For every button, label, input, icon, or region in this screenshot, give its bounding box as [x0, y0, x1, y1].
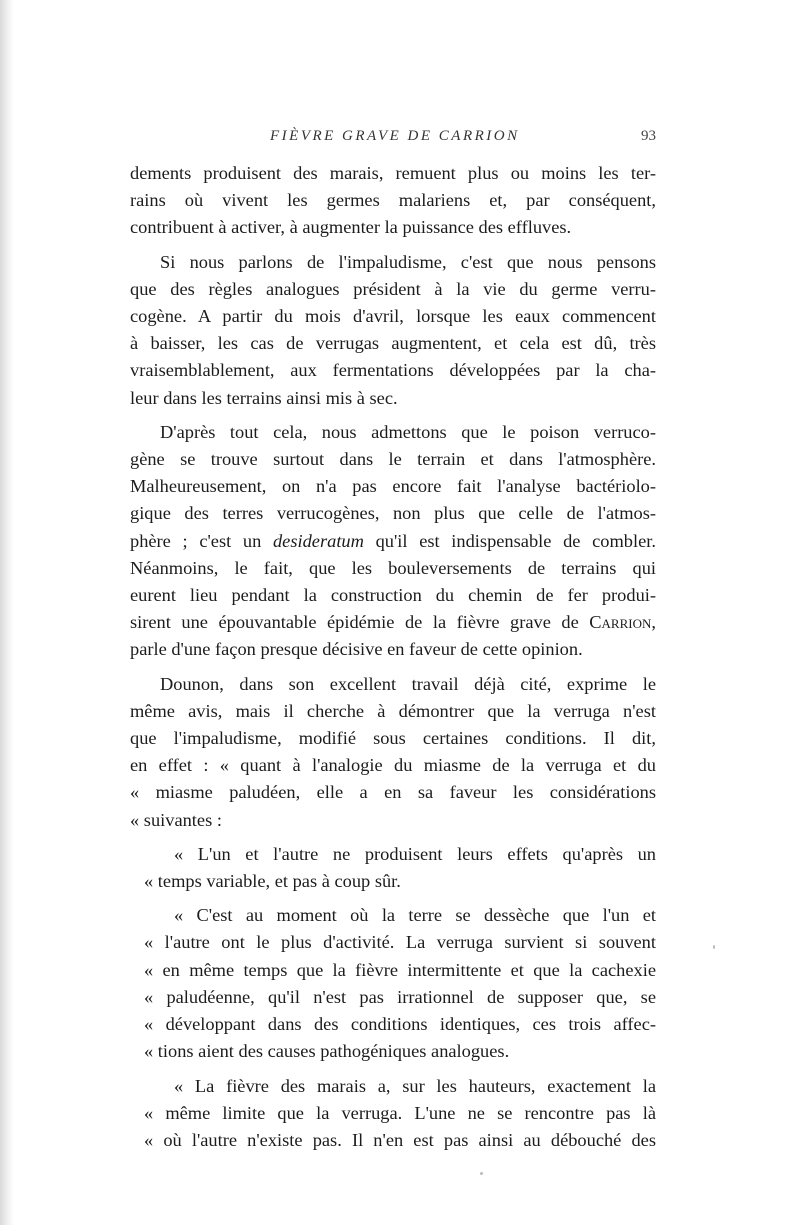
text-line: « paludéenne, qu'il n'est pas irrationnel de supposer que, se	[144, 986, 656, 1007]
text-line: « tions aient des causes pathogéniques analogues.	[144, 1041, 510, 1062]
text-line: que l'impaludisme, modifié sous certaines conditions. Il dit,	[130, 728, 656, 749]
paragraph	[130, 671, 656, 834]
text-line: « L'un et l'autre ne produisent leurs effets qu'après un	[174, 843, 656, 864]
text-line: « suivantes :	[130, 809, 222, 830]
text-line: eurent lieu pendant la construction du chemin de fer produi-	[130, 585, 656, 606]
text-line: même avis, mais il cherche à démontrer que la verruga n'est	[130, 700, 656, 721]
text-line: « C'est au moment où la terre se dessèche que l'un et	[174, 905, 656, 926]
text-line: cogène. A partir du mois d'avril, lorsque les eaux commencent	[130, 306, 656, 327]
running-header	[130, 124, 656, 150]
paragraph	[130, 902, 656, 1065]
text-line: rains où vivent les germes malariens et, par conséquent,	[130, 190, 656, 211]
page-edge-shadow	[0, 0, 14, 1225]
text-line: que des règles analogues président à la vie du germe verru-	[130, 278, 656, 299]
paragraph	[130, 1073, 656, 1155]
paragraph	[130, 160, 656, 242]
text-line: parle d'une façon presque décisive en faveur de cette opinion.	[130, 639, 583, 660]
text-line: phère ; c'est un desideratum qu'il est indispensable de combler.	[130, 530, 656, 551]
text-line: Néanmoins, le fait, que les bouleversements de terrains qui	[130, 557, 656, 578]
text-line: « l'autre ont le plus d'activité. La verruga survient si souvent	[144, 932, 656, 953]
text-line: Si nous parlons de l'impaludisme, c'est que nous pensons	[160, 251, 656, 272]
paragraph	[130, 841, 656, 895]
body-text	[130, 160, 656, 1161]
text-line: D'après tout cela, nous admettons que le poison verruco-	[160, 421, 656, 442]
text-line: « en même temps que la fièvre intermittente et que la cachexie	[144, 959, 656, 980]
paragraph	[130, 419, 656, 664]
paper-speck	[713, 945, 715, 949]
text-line: leur dans les terrains ainsi mis à sec.	[130, 387, 398, 408]
text-line: vraisemblablement, aux fermentations développées par la cha-	[130, 360, 656, 381]
text-line: en effet : « quant à l'analogie du miasme de la verruga et du	[130, 755, 656, 776]
paper-speck	[480, 1172, 483, 1175]
small-caps-name: Carrion	[589, 612, 652, 633]
text-line: sirent une épouvantable épidémie de la fièvre grave de Carrion,	[130, 612, 656, 633]
text-line: « miasme paludéen, elle a en sa faveur les considérations	[130, 782, 656, 803]
page-number: 93	[641, 128, 656, 144]
text-line: « développant dans des conditions identiques, ces trois affec-	[144, 1014, 656, 1035]
text-line: « où l'autre n'existe pas. Il n'en est pas ainsi au débouché des	[144, 1129, 656, 1150]
text-line: contribuent à activer, à augmenter la puissance des effluves.	[130, 217, 572, 238]
running-title: FIÈVRE GRAVE DE CARRION	[270, 128, 520, 144]
text-line: « La fièvre des marais a, sur les hauteurs, exactement la	[174, 1075, 656, 1096]
text-line: « temps variable, et pas à coup sûr.	[144, 871, 401, 892]
text-line: dements produisent des marais, remuent plus ou moins les ter-	[130, 163, 656, 183]
text-line: gique des terres verrucogènes, non plus que celle de l'atmos-	[130, 503, 656, 524]
text-line: Malheureusement, on n'a pas encore fait l'analyse bactériolo-	[130, 476, 656, 497]
text-line: « même limite que la verruga. L'une ne se rencontre pas là	[144, 1102, 656, 1123]
text-line: à baisser, les cas de verrugas augmentent, et cela est dû, très	[130, 333, 656, 354]
text-line: gène se trouve surtout dans le terrain et dans l'atmosphère.	[130, 449, 656, 470]
text-line: Dounon, dans son excellent travail déjà cité, exprime le	[160, 673, 656, 694]
paragraph	[130, 249, 656, 412]
italic-term: desideratum	[272, 530, 364, 551]
